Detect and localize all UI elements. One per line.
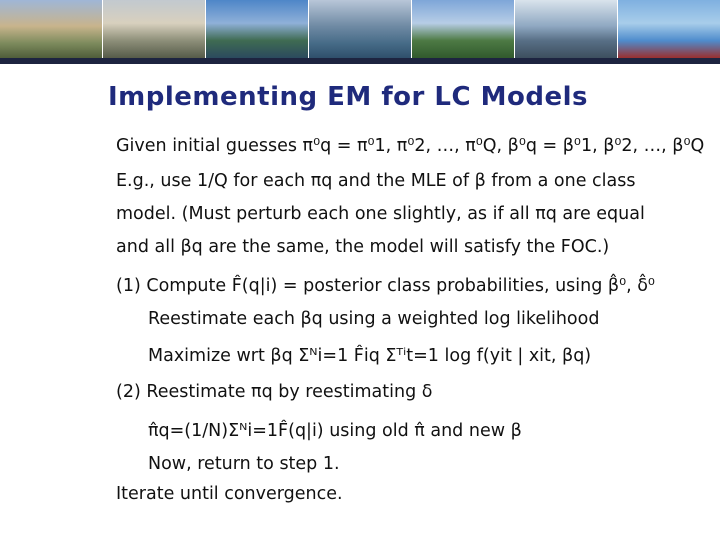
- header-photo-banner: [0, 0, 720, 58]
- slide-text-line: Iterate until convergence.: [116, 484, 343, 504]
- banner-photo: [103, 0, 206, 58]
- banner-photo: [618, 0, 720, 58]
- slide-text-line: and all βq are the same, the model will satisfy the FOC.): [116, 237, 610, 257]
- slide-text-line: model. (Must perturb each one slightly, as if all πq are equal: [116, 204, 645, 224]
- slide-text-line: (1) Compute F̂(q|i) = posterior class probabilities, using β̂⁰, δ̂⁰: [116, 276, 655, 296]
- banner-photo: [206, 0, 309, 58]
- banner-photo: [412, 0, 515, 58]
- slide-title: Implementing EM for LC Models: [108, 82, 588, 112]
- slide-text-line: Given initial guesses π⁰q = π⁰1, π⁰2, …, π⁰Q, β⁰q = β⁰1, β⁰2, …, β⁰Q: [116, 136, 705, 156]
- slide-text-line: Now, return to step 1.: [148, 454, 340, 474]
- slide-text-line: E.g., use 1/Q for each πq and the MLE of β from a one class: [116, 171, 636, 191]
- header-divider: [0, 58, 720, 64]
- slide-text-line: Reestimate each βq using a weighted log likelihood: [148, 309, 600, 329]
- banner-photo: [515, 0, 618, 58]
- banner-photo: [0, 0, 103, 58]
- banner-photo: [309, 0, 412, 58]
- slide-text-line: Maximize wrt βq Σᴺi=1 F̂iq Σᵀⁱt=1 log f(yit | xit, βq): [148, 346, 592, 366]
- slide-text-line: (2) Reestimate πq by reestimating δ: [116, 382, 433, 402]
- slide-text-line: π̂q=(1/N)Σᴺi=1F̂(q|i) using old π̂ and new β: [148, 421, 522, 441]
